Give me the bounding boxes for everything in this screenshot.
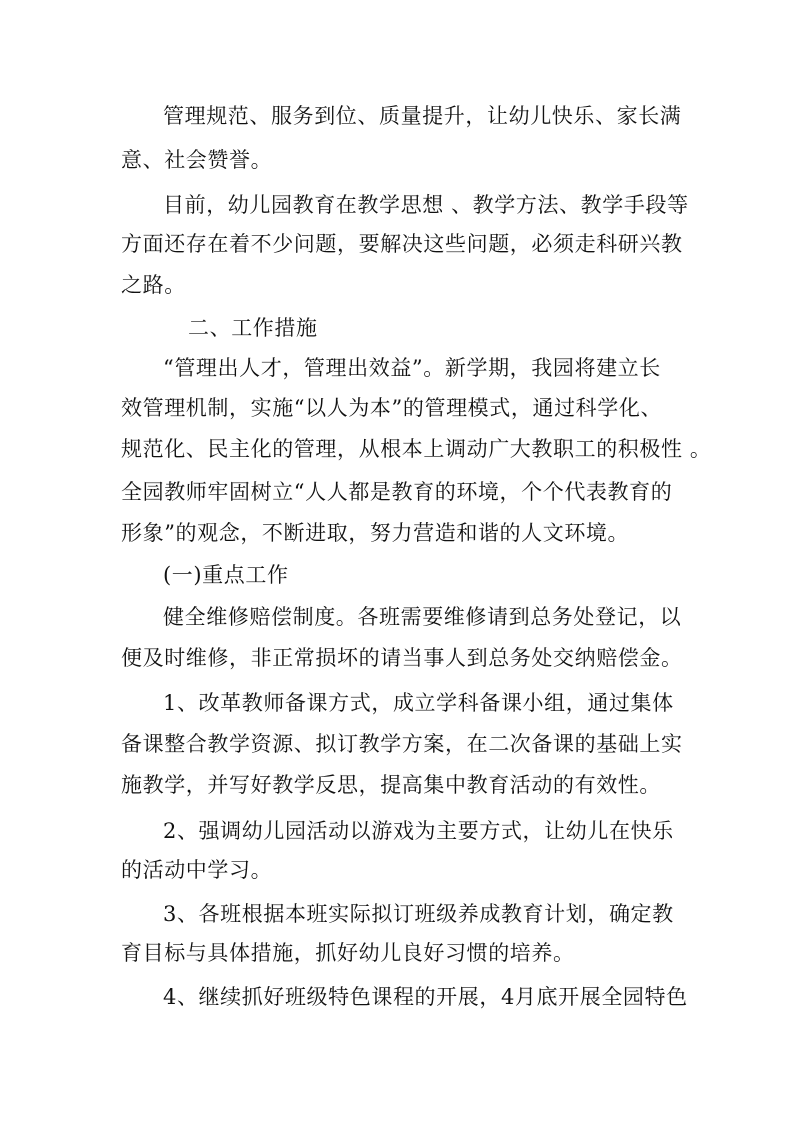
paragraph-line: 3、各班根据本班实际拟订班级养成教育计划，确定教: [163, 902, 674, 926]
paragraph-line: 目前，幼儿园教育在教学思想 、教学方法、教学手段等: [163, 193, 689, 217]
paragraph-line: “管理出人才，管理出效益”。新学期，我园将建立长: [163, 356, 661, 380]
paragraph-line: 管理规范、服务到位、质量提升，让幼儿快乐、家长满: [163, 104, 682, 128]
paragraph-line: 意、社会赞誉。: [121, 148, 273, 172]
paragraph-line: 施教学，并写好教学反思，提高集中教育活动的有效性。: [121, 773, 661, 797]
paragraph-line: 全园教师牢固树立“人人都是教育的环境，个个代表教育的: [121, 480, 673, 504]
paragraph-line: 之路。: [121, 273, 186, 297]
paragraph-line: 规范化、民主化的管理，从根本上调动广大教职工的积极性 。: [121, 437, 712, 461]
paragraph-line: 1、改革教师备课方式，成立学科备课小组，通过集体: [163, 691, 674, 715]
subsection-heading: (一)重点工作: [163, 563, 289, 587]
paragraph-line: 的活动中学习。: [121, 858, 273, 882]
paragraph-line: 健全维修赔偿制度。各班需要维修请到总务处登记，以: [163, 605, 682, 629]
paragraph-line: 便及时维修，非正常损坏的请当事人到总务处交纳赔偿金。: [121, 646, 683, 670]
paragraph-line: 方面还存在着不少问题，要解决这些问题，必须走科研兴教: [121, 232, 683, 256]
paragraph-line: 2、强调幼儿园活动以游戏为主要方式，让幼儿在快乐: [163, 819, 674, 843]
paragraph-line: 形象”的观念，不断进取，努力营造和谐的人文环境。: [121, 521, 630, 545]
paragraph-line: 效管理机制，实施“以人为本”的管理模式，通过科学化、: [121, 396, 663, 420]
paragraph-line: 育目标与具体措施，抓好幼儿良好习惯的培养。: [121, 941, 575, 965]
paragraph-line: 备课整合教学资源、拟订教学方案，在二次备课的基础上实: [121, 732, 683, 756]
paragraph-line: 4、继续抓好班级特色课程的开展，4月底开展全园特色: [163, 985, 688, 1009]
section-heading: 二、工作措施: [188, 316, 318, 340]
